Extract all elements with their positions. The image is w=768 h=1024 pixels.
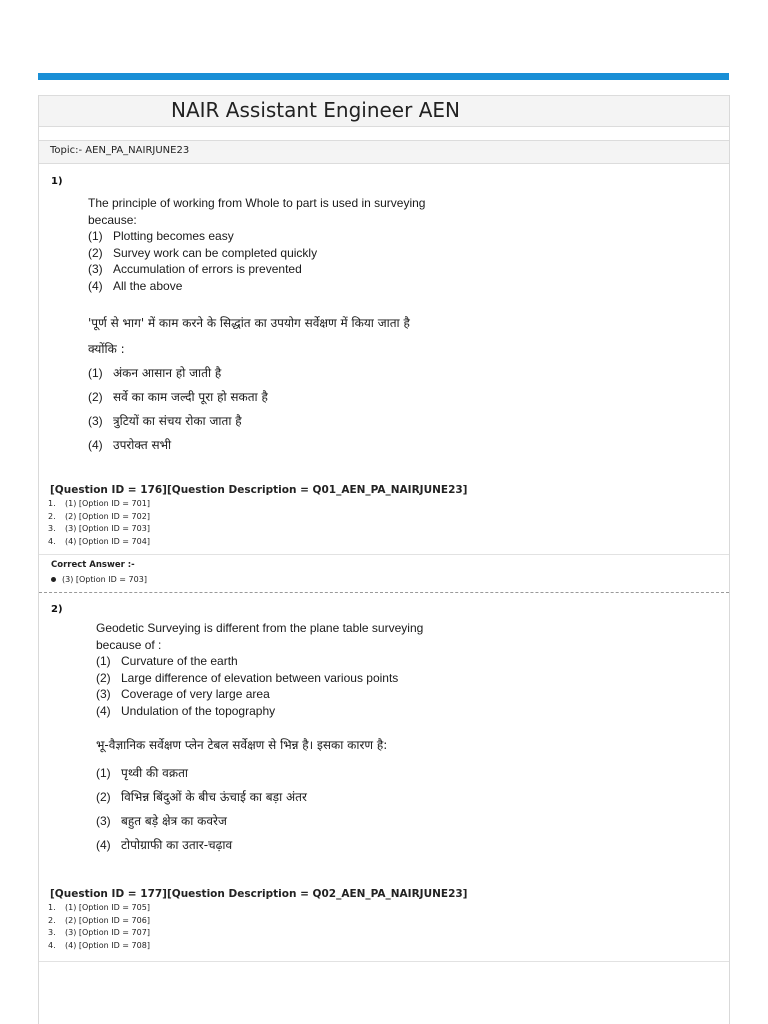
question-paper-sheet: [38, 95, 730, 1024]
option-text: Curvature of the earth: [121, 654, 238, 668]
list-index: 2.: [48, 915, 56, 925]
option-id-item: [48, 523, 150, 536]
answer-option-hindi: [96, 836, 387, 860]
option-id-item: [48, 536, 150, 549]
option-number: (4): [88, 438, 103, 452]
option-number: (3): [88, 262, 103, 276]
title-row: [39, 95, 729, 127]
list-index: 2.: [48, 511, 56, 521]
option-number: (3): [88, 414, 103, 428]
option-text: उपरोक्त सभी: [113, 438, 172, 452]
divider: [39, 554, 729, 555]
option-number: (1): [96, 766, 111, 780]
question-stem-continued: because:: [88, 212, 137, 227]
option-id-text: (3) [Option ID = 703]: [65, 524, 150, 533]
option-text: Large difference of elevation between various points: [121, 670, 399, 685]
option-id-text: (2) [Option ID = 706]: [65, 915, 150, 925]
option-number: (2): [96, 670, 111, 685]
answer-option: [96, 653, 423, 670]
question-stem-hindi: 'पूर्ण से भाग' में काम करने के सिद्धांत का उपयोग सर्वेक्षण में किया जाता है: [88, 316, 410, 330]
answer-option-hindi: [88, 364, 410, 388]
option-id-text: (2) [Option ID = 702]: [65, 511, 150, 521]
question-stem-continued: because of :: [96, 637, 162, 652]
option-id-list: [48, 902, 150, 952]
option-text: विभिन्न बिंदुओं के बीच ऊंचाई का बड़ा अंतर: [121, 790, 307, 804]
option-number: (3): [96, 687, 111, 701]
answer-option: [88, 245, 425, 262]
question-number: 1): [51, 176, 63, 187]
answer-option-hindi: [96, 788, 387, 812]
question-stem-hindi: भू-वैज्ञानिक सर्वेक्षण प्लेन टेबल सर्वेक्षण से भिन्न है। इसका कारण है:: [96, 738, 388, 752]
correct-answer: [51, 575, 147, 584]
option-id-item: [48, 511, 150, 524]
page-title: NAIR Assistant Engineer AEN: [171, 98, 460, 122]
list-index: 1.: [48, 499, 56, 508]
option-number: (4): [96, 703, 111, 718]
answer-option-hindi: [88, 436, 410, 460]
question-stem: Geodetic Surveying is different from the plane table surveying: [96, 621, 424, 635]
question-english-block: [88, 195, 425, 294]
option-number: (2): [96, 790, 111, 804]
list-index: 4.: [48, 940, 56, 950]
answer-option: [88, 278, 425, 295]
question-stem: The principle of working from Whole to part is used in surveying: [88, 196, 426, 210]
question-hindi-block: [88, 314, 410, 460]
list-index: 1.: [48, 903, 56, 912]
option-number: (3): [96, 814, 111, 828]
option-id-item: [48, 940, 150, 953]
question-stem-hindi-continued: क्योंकि :: [88, 342, 125, 356]
option-text: Coverage of very large area: [121, 687, 270, 701]
option-text: Accumulation of errors is prevented: [113, 262, 302, 276]
answer-option-hindi: [88, 388, 410, 412]
option-number: (4): [88, 278, 103, 293]
option-id-text: (3) [Option ID = 707]: [65, 928, 150, 937]
option-number: (4): [96, 838, 111, 852]
option-text: Undulation of the topography: [121, 703, 276, 718]
topic-row: [39, 140, 729, 164]
option-text: All the above: [113, 278, 183, 293]
option-text: Plotting becomes easy: [113, 229, 234, 243]
list-index: 4.: [48, 536, 56, 546]
bullet-icon: [51, 577, 56, 582]
option-number: (1): [88, 229, 103, 243]
option-id-item: [48, 915, 150, 928]
answer-option: [96, 703, 423, 720]
correct-answer-text: (3) [Option ID = 703]: [62, 575, 147, 584]
option-id-item: [48, 902, 150, 915]
question-english-block: [96, 620, 423, 719]
question-meta: [Question ID = 177][Question Description = Q02_AEN_PA_NAIRJUNE23]: [50, 888, 468, 900]
question-meta: [Question ID = 176][Question Description = Q01_AEN_PA_NAIRJUNE23]: [50, 484, 468, 496]
answer-option: [96, 686, 423, 703]
question-separator: [39, 592, 729, 593]
option-text: त्रुटियों का संचय रोका जाता है: [113, 414, 242, 428]
option-id-text: (1) [Option ID = 705]: [65, 903, 150, 912]
top-accent-bar: [38, 73, 729, 80]
answer-option: [88, 261, 425, 278]
option-id-text: (1) [Option ID = 701]: [65, 499, 150, 508]
correct-answer-label: Correct Answer :-: [51, 560, 135, 570]
option-id-text: (4) [Option ID = 704]: [65, 536, 150, 546]
answer-option: [96, 670, 423, 687]
option-number: (2): [88, 245, 103, 260]
question-hindi-block: [96, 736, 387, 860]
option-text: Survey work can be completed quickly: [113, 245, 318, 260]
option-id-item: [48, 927, 150, 940]
list-index: 3.: [48, 928, 56, 937]
option-number: (1): [96, 654, 111, 668]
option-id-item: [48, 498, 150, 511]
answer-option: [88, 228, 425, 245]
answer-option-hindi: [96, 764, 387, 788]
option-id-list: [48, 498, 150, 548]
question-number: 2): [51, 604, 63, 615]
option-id-text: (4) [Option ID = 708]: [65, 940, 150, 950]
option-text: बहुत बड़े क्षेत्र का कवरेज: [121, 814, 227, 828]
option-text: सर्वे का काम जल्दी पूरा हो सकता है: [113, 390, 268, 404]
list-index: 3.: [48, 524, 56, 533]
option-text: अंकन आसान हो जाती है: [113, 366, 222, 380]
option-text: पृथ्वी की वक्रता: [121, 766, 189, 780]
topic-label: Topic:- AEN_PA_NAIRJUNE23: [50, 145, 190, 156]
option-text: टोपोग्राफी का उतार-चढ़ाव: [121, 838, 233, 852]
option-number: (1): [88, 366, 103, 380]
option-number: (2): [88, 390, 103, 404]
answer-option-hindi: [96, 812, 387, 836]
divider: [39, 961, 729, 962]
answer-option-hindi: [88, 412, 410, 436]
